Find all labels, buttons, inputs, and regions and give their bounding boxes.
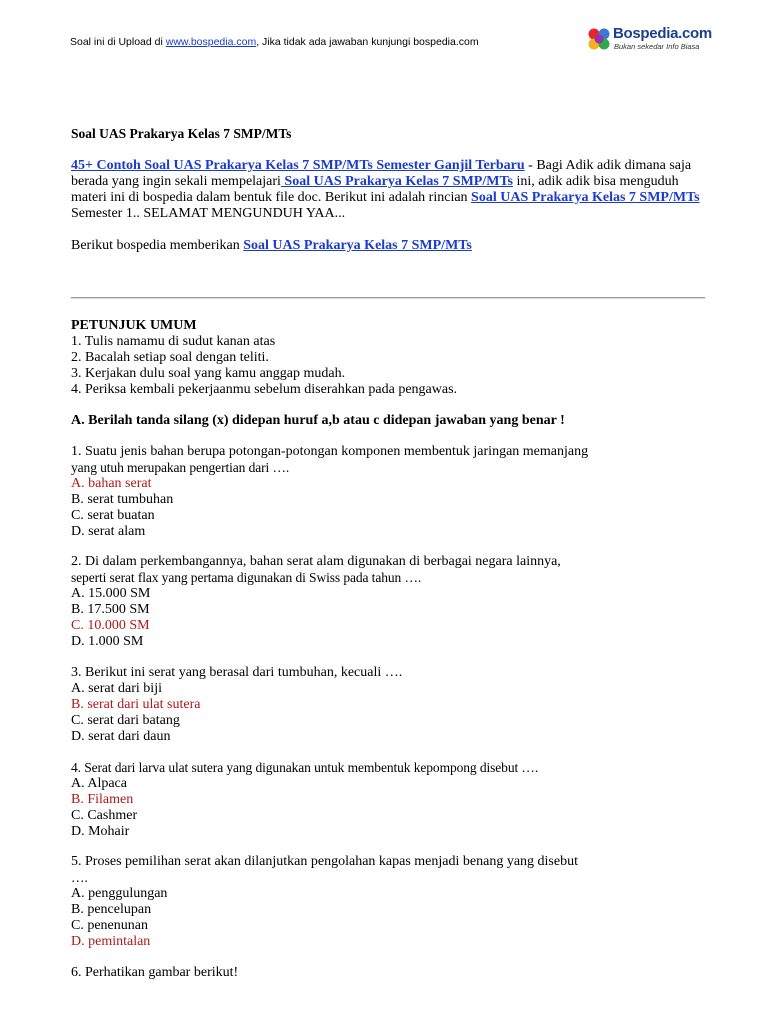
question-text: 5. Proses pemilihan serat akan dilanjutkan pengolahan kapas menjadi benang yang disebut — [71, 854, 578, 869]
intro-section — [71, 126, 711, 254]
option-d: D. 1.000 SM — [71, 634, 144, 649]
header-suffix: , Jika tidak ada jawaban kunjungi bospedia.com — [256, 36, 479, 48]
intro-paragraph — [71, 158, 711, 222]
option-d: D. serat alam — [71, 524, 146, 539]
petunjuk-item: 2. Bacalah setiap soal dengan teliti. — [71, 350, 269, 365]
question-text: 6. Perhatikan gambar berikut! — [71, 965, 239, 980]
header-prefix: Soal ini di Upload di — [70, 36, 166, 48]
option-b: B. serat dari ulat sutera — [71, 697, 201, 712]
intro-link-1[interactable]: 45+ Contoh Soal UAS Prakarya Kelas 7 SMP/MTs Semester Ganjil Terbaru — [71, 158, 525, 173]
option-a: A. bahan serat — [71, 476, 152, 491]
petunjuk-item: 4. Periksa kembali pekerjaanmu sebelum diserahkan pada pengawas. — [71, 382, 458, 397]
option-c: C. serat dari batang — [71, 713, 180, 728]
bospedia-logo — [586, 26, 716, 56]
intro-link-3[interactable]: Soal UAS Prakarya Kelas 7 SMP/MTs — [471, 190, 700, 205]
horizontal-divider — [71, 297, 705, 299]
option-b: B. pencelupan — [71, 902, 152, 917]
intro-text-4: Berikut bospedia memberikan — [71, 238, 244, 253]
petunjuk-section — [71, 318, 731, 398]
question-text-cont: yang utuh merupakan pengertian dari …. — [71, 460, 290, 475]
option-b: B. serat tumbuhan — [71, 492, 174, 507]
option-c: C. Cashmer — [71, 808, 138, 823]
question-text: 4. Serat dari larva ulat sutera yang digunakan untuk membentuk kepompong disebut …. — [71, 760, 539, 775]
logo-name: Bospedia.com — [613, 25, 712, 42]
page-header — [70, 36, 479, 48]
intro-link-2[interactable]: Soal UAS Prakarya Kelas 7 SMP/MTs — [280, 174, 513, 189]
logo-mark-icon — [586, 26, 612, 52]
petunjuk-item: 3. Kerjakan dulu soal yang kamu anggap mudah. — [71, 366, 346, 381]
question-2 — [71, 554, 731, 650]
intro-text-3: Semester 1.. SELAMAT MENGUNDUH YAA... — [71, 206, 346, 221]
question-5 — [71, 854, 731, 950]
question-1 — [71, 444, 731, 540]
question-text: 3. Berikut ini serat yang berasal dari tumbuhan, kecuali …. — [71, 665, 403, 680]
option-c: C. serat buatan — [71, 508, 155, 523]
question-text: 2. Di dalam perkembangannya, bahan serat alam digunakan di berbagai negara lainnya, — [71, 554, 561, 569]
document-title: Soal UAS Prakarya Kelas 7 SMP/MTs — [71, 126, 292, 141]
option-a: A. Alpaca — [71, 776, 127, 791]
intro-text-1: - Bagi Adik adik dimana saja berada yang ingin sekali mempelajari — [71, 158, 692, 189]
option-c: C. 10.000 SM — [71, 618, 150, 633]
section-a-heading: A. Berilah tanda silang (x) didepan huruf a,b atau c didepan jawaban yang benar ! — [71, 413, 565, 428]
section-a-instruction — [71, 413, 731, 429]
intro-link-4[interactable]: Soal UAS Prakarya Kelas 7 SMP/MTs — [243, 238, 472, 253]
option-c: C. penenunan — [71, 918, 148, 933]
question-3 — [71, 665, 731, 745]
intro-text-2: ini, adik adik bisa menguduh materi ini di bospedia dalam bentuk file doc. Berikut ini adalah rincian — [71, 174, 679, 205]
question-text-cont: seperti serat flax yang pertama digunakan di Swiss pada tahun …. — [71, 570, 422, 585]
intro-paragraph-2 — [71, 238, 711, 254]
question-4 — [71, 760, 731, 840]
option-a: A. penggulungan — [71, 886, 168, 901]
petunjuk-item: 1. Tulis namamu di sudut kanan atas — [71, 334, 276, 349]
option-a: A. 15.000 SM — [71, 586, 151, 601]
question-text-cont: …. — [71, 870, 88, 885]
option-b: B. Filamen — [71, 792, 134, 807]
question-6 — [71, 965, 731, 981]
question-text: 1. Suatu jenis bahan berupa potongan-potongan komponen membentuk jaringan memanjang — [71, 444, 589, 459]
option-d: D. Mohair — [71, 824, 130, 839]
logo-tagline: Bukan sekedar Info Biasa — [614, 42, 700, 51]
option-d: D. serat dari daun — [71, 729, 171, 744]
option-a: A. serat dari biji — [71, 681, 162, 696]
header-link[interactable]: www.bospedia.com — [165, 36, 257, 48]
option-d: D. pemintalan — [71, 934, 151, 949]
option-b: B. 17.500 SM — [71, 602, 150, 617]
petunjuk-heading: PETUNJUK UMUM — [71, 318, 197, 333]
